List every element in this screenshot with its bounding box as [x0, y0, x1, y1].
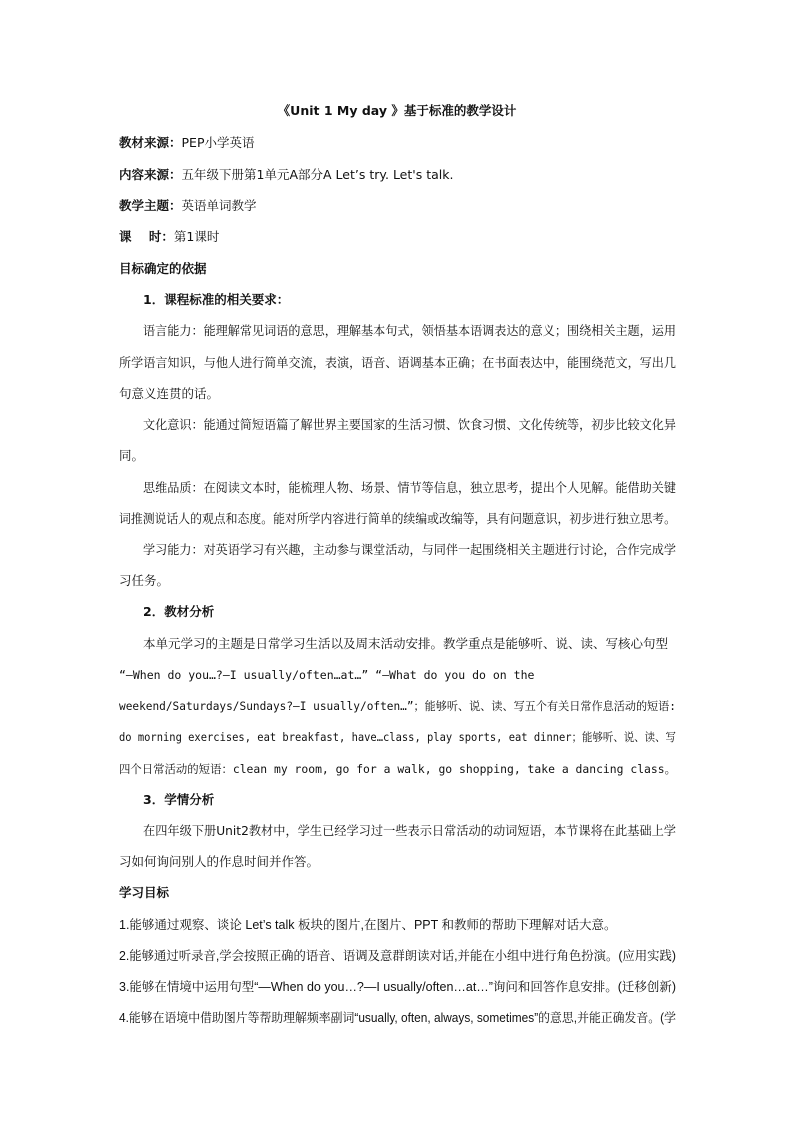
section3-line: 习如何询问别人的作息时间并作答。: [119, 854, 320, 869]
teaching-topic-line: [119, 198, 257, 214]
section1-line: 句意义连贯的话。: [119, 386, 220, 401]
section1-heading: 1．课程标准的相关要求：: [143, 292, 290, 307]
section3-heading: 3．学情分析: [143, 792, 215, 807]
section2-line: do morning exercises, eat breakfast, have…class, play sports, eat dinner；能够听、说、读、写: [119, 730, 676, 744]
section3-line: 在四年级下册Unit2教材中，学生已经学习过一些表示日常活动的动词短语，本节课将在此基础上学: [143, 823, 677, 838]
section2-heading: 2．教材分析: [143, 604, 215, 619]
section1-line: 习任务。: [119, 573, 170, 588]
goal-item: 1.能够通过观察、谈论 Let’s talk 板块的图片,在图片、PPT 和教师的帮助下理解对话大意。: [119, 918, 617, 932]
goal-item: 4.能够在语境中借助图片等帮助理解频率副词“usually, often, always, sometimes”的意思,并能正确发音。(学: [119, 1011, 676, 1025]
material-source-label: 教材来源：: [119, 135, 182, 150]
section1-line: 文化意识：能通过简短语篇了解世界主要国家的生活习惯、饮食习惯、文化传统等，初步比较文化异: [143, 417, 677, 432]
learning-goals-heading: 学习目标: [119, 885, 170, 900]
lesson-hours-label: 课 时：: [119, 229, 174, 244]
lesson-hours-line: [119, 229, 219, 245]
document-title: 《Unit 1 My day 》基于标准的教学设计: [277, 103, 517, 118]
section2-line: 本单元学习的主题是日常学习生活以及周末活动安排。教学重点是能够听、说、读、写核心句型: [143, 636, 669, 651]
section2-line: 四个日常活动的短语：clean my room, go for a walk, go shopping, take a dancing class。: [119, 762, 677, 776]
section2-line: weekend/Saturdays/Sundays?—I usually/often…”；能够听、说、读、写五个有关日常作息活动的短语:: [119, 699, 676, 713]
teaching-topic-label: 教学主题：: [119, 198, 182, 213]
section1-line: 所学语言知识，与他人进行简单交流，表演，语音、语调基本正确；在书面表达中，能围绕范文，写出几: [119, 355, 677, 370]
content-source-value: 五年级下册第1单元A部分A Let’s try. Let's talk.: [181, 167, 454, 182]
teaching-topic-value: 英语单词教学: [181, 198, 257, 213]
section2-line: “—When do you…?—I usually/often…at…” “—What do you do on the: [119, 668, 535, 682]
basis-heading: 目标确定的依据: [119, 261, 207, 276]
goal-item: 2.能够通过听录音,学会按照正确的语音、语调及意群朗读对话,并能在小组中进行角色扮演。(应用实践): [119, 949, 677, 963]
content-source-line: [119, 167, 453, 183]
section1-line: 思维品质：在阅读文本时，能梳理人物、场景、情节等信息，独立思考，提出个人见解。能借助关键: [143, 480, 677, 495]
material-source-line: [119, 135, 255, 151]
goal-item: 3.能够在情境中运用句型“—When do you…?—I usually/often…at…”询问和回答作息安排。(迁移创新): [119, 980, 677, 994]
section1-line: 词推测说话人的观点和态度。能对所学内容进行简单的续编或改编等，具有问题意识，初步进行独立思考。: [119, 511, 677, 526]
section1-line: 语言能力：能理解常见词语的意思，理解基本句式，领悟基本语调表达的意义；围绕相关主题，运用: [143, 323, 677, 338]
material-source-value: PEP小学英语: [181, 135, 255, 150]
section1-line: 同。: [119, 448, 145, 463]
lesson-hours-value: 第1课时: [173, 229, 220, 244]
section1-line: 学习能力：对英语学习有兴趣，主动参与课堂活动，与同伴一起围绕相关主题进行讨论，合作完成学: [143, 542, 677, 557]
content-source-label: 内容来源：: [119, 167, 182, 182]
